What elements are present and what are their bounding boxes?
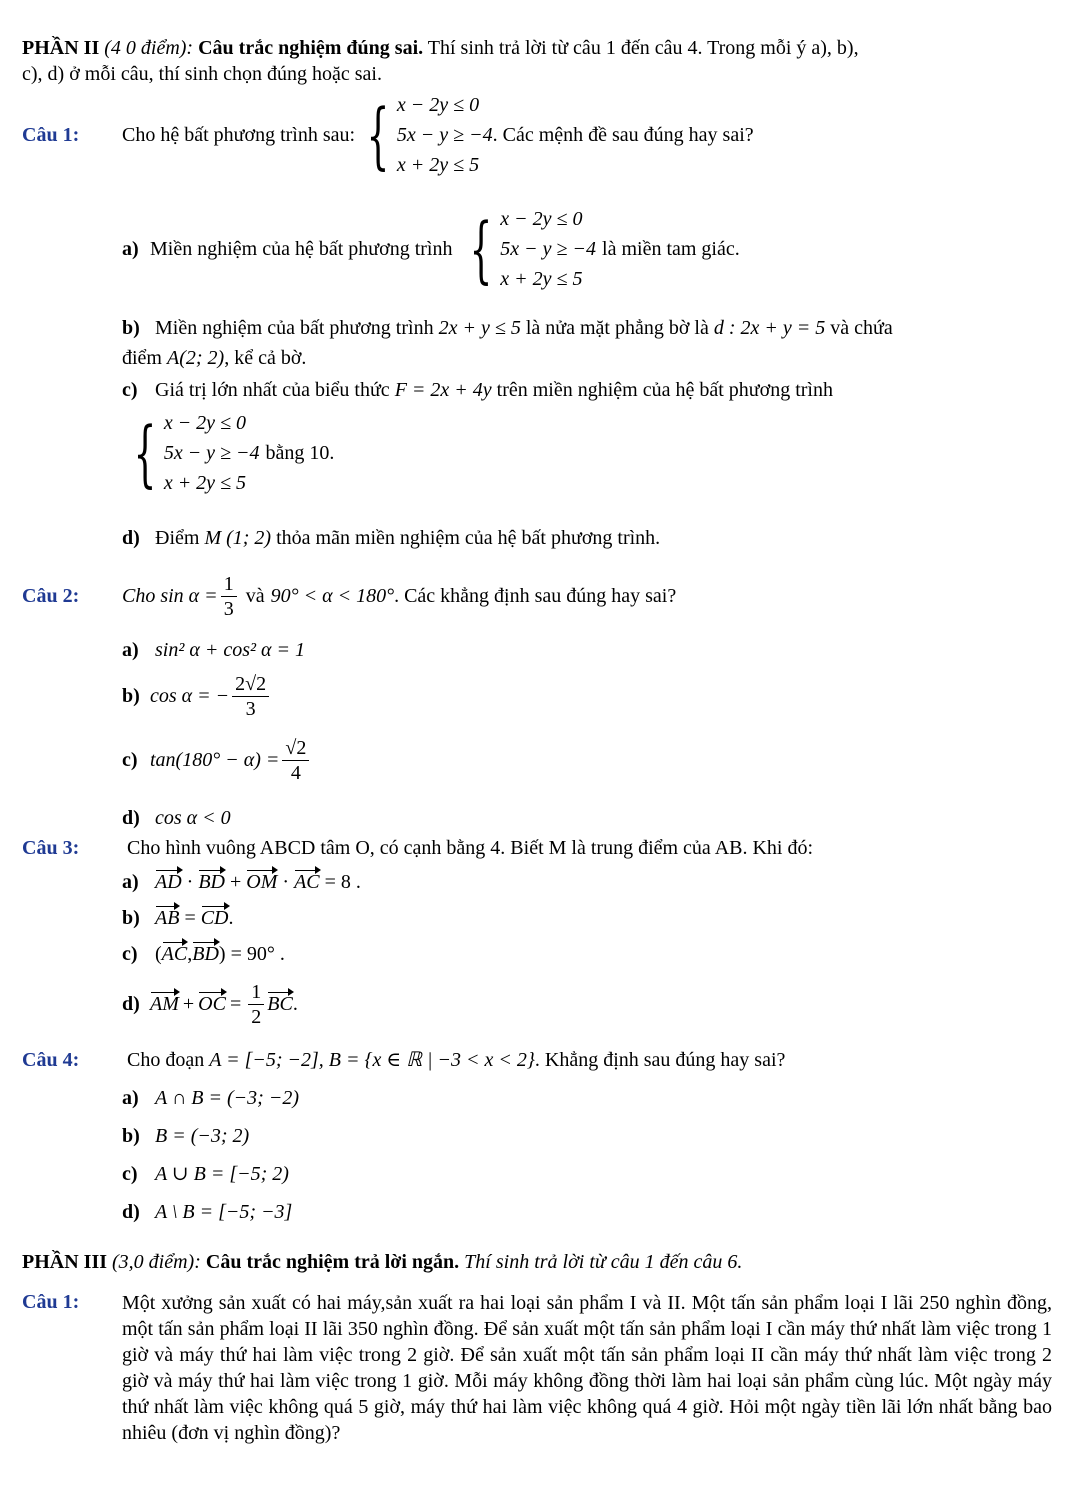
q1-b-text1: Miền nghiệm của bất phương trình <box>155 317 434 339</box>
q3-a-vec3: OM <box>246 871 278 893</box>
q1-b-text3: và chứa <box>830 317 893 339</box>
q1-system <box>355 90 493 180</box>
q3-b-label: b) <box>122 907 140 929</box>
q3-c-tail: = 90° . <box>230 943 285 965</box>
q4-c <box>122 1162 289 1187</box>
q3-row <box>22 836 813 861</box>
part2-heading-line2: c), d) ở mỗi câu, thí sinh chọn đúng hoặc sai. <box>22 63 382 85</box>
q1-d <box>122 526 660 551</box>
q1-b-math2: d : 2x + y = 5 <box>713 317 826 339</box>
q4-c-math: A ∪ B = [−5; 2) <box>155 1163 289 1185</box>
q1-c-tail: bằng 10. <box>265 441 335 464</box>
q3-b-vec2: CD <box>200 907 229 929</box>
q2-c-den: 4 <box>290 762 301 784</box>
q1-c-math: F = 2x + 4y <box>394 379 492 401</box>
q1-d-text2: thỏa mãn miền nghiệm của hệ bất phương trình. <box>276 527 661 549</box>
q3-d-frac <box>248 980 264 1029</box>
q3-d-vec3: BC <box>267 993 293 1015</box>
p3q1-label: Câu 1: <box>22 1291 80 1313</box>
q1-row <box>22 90 754 180</box>
q1-a-label: a) <box>122 237 139 260</box>
q4-d <box>122 1200 292 1225</box>
q1-c-ineq-1: x − 2y ≤ 0 <box>163 412 247 434</box>
q3-c-vec2: BD <box>192 943 219 965</box>
q2-frac <box>221 572 237 621</box>
q4-row <box>22 1048 785 1073</box>
q1-c-system <box>122 408 260 498</box>
q1-d-label: d) <box>122 527 140 549</box>
q3-a-vec1: AD <box>155 871 182 893</box>
q4-c-label: c) <box>122 1163 138 1185</box>
q4-d-label: d) <box>122 1201 140 1223</box>
q4-a <box>122 1086 299 1111</box>
q4-b-math: B = (−3; 2) <box>155 1125 250 1147</box>
part3-type: Câu trắc nghiệm trả lời ngắn. <box>205 1251 460 1273</box>
q2-label: Câu 2: <box>22 585 80 607</box>
q3-label: Câu 3: <box>22 837 80 859</box>
q4-d-math: A \ B = [−5; −3] <box>155 1201 293 1223</box>
q2-b <box>122 672 272 721</box>
q1-b-math1: 2x + y ≤ 5 <box>438 317 521 339</box>
q1-a-tail: là miền tam giác. <box>602 237 740 260</box>
q1-a-ineq-1: x − 2y ≤ 0 <box>500 208 583 230</box>
q3-a-label: a) <box>122 871 139 893</box>
q1-b-line2-a: điểm <box>122 347 162 369</box>
q3-d-tail: . <box>292 993 298 1015</box>
q3-a: a) AD · BD + OM · AC = 8 . <box>122 871 361 893</box>
q1-intro: Cho hệ bất phương trình sau: <box>122 123 356 146</box>
q1-d-math: M (1; 2) <box>204 527 272 549</box>
q1-ineq-3: x + 2y ≤ 5 <box>396 154 480 176</box>
q1-ineq-1: x − 2y ≤ 0 <box>396 94 480 116</box>
q1-b-point: A(2; 2) <box>167 347 225 369</box>
q3-d-den: 2 <box>251 1006 262 1028</box>
q2-intro: Cho sin α = <box>122 585 218 607</box>
q3-d-vec2: OC <box>198 993 226 1015</box>
p3q1-row <box>22 1290 1052 1446</box>
q3-c-label: c) <box>122 943 138 965</box>
part2-heading <box>22 36 859 61</box>
q1-a-text: Miền nghiệm của hệ bất phương trình <box>150 237 453 260</box>
p3q1-text: Một xưởng sản xuất có hai máy,sản xuất ra hai loại sản phẩm I và II. Một tấn sản phẩm loại I lãi 250 nghìn đồng, một tấn sản phẩm loại II lãi 350 nghìn đồng. Để sản xuất một tấn sản phẩm loại I cần máy thứ nhất làm việc trong 1 giờ và máy thứ hai làm việc trong 2 giờ. Để sản xuất một tấn sản phẩm loại II cần máy thứ nhất làm việc trong 2 giờ và máy thứ hai làm việc trong 1 giờ. Mỗi máy không đồng thời làm hai loại sản phẩm cùng lúc. Một ngày máy thứ nhất làm việc không quá 5 giờ, máy thứ hai làm việc không quá 4 giờ. Hỏi một ngày tiền lãi lớn nhất bằng bao nhiêu (đơn vị nghìn đồng)? <box>122 1292 1052 1444</box>
q4-label: Câu 4: <box>22 1049 80 1071</box>
q2-b-den: 3 <box>245 698 256 720</box>
q3-b: b) AB = CD. <box>122 907 234 929</box>
q1-b <box>122 316 893 341</box>
q2-frac-num: 1 <box>221 572 237 597</box>
q2-mid: và <box>245 585 265 607</box>
q1-ineq-2: 5x − y ≥ −4 <box>396 124 493 146</box>
part3-title: PHẦN III <box>22 1251 108 1273</box>
q2-c <box>122 736 312 785</box>
q1-b-text2: là nửa mặt phẳng bờ là <box>525 317 709 339</box>
q2-a-math: sin² α + cos² α = 1 <box>155 639 305 661</box>
q1-c-ineq-3: x + 2y ≤ 5 <box>163 472 247 494</box>
q1-c-text1: Giá trị lớn nhất của biểu thức <box>155 379 390 401</box>
q3-intro: Cho hình vuông ABCD tâm O, có cạnh bằng 4. Biết M là trung điểm của AB. Khi đó: <box>127 837 814 859</box>
brace-icon: { <box>133 411 157 495</box>
q2-c-frac <box>282 736 309 785</box>
q2-after: . Các khẳng định sau đúng hay sai? <box>394 585 677 607</box>
q1-c-line2 <box>122 408 334 498</box>
q4-a-math: A ∩ B = (−3; −2) <box>155 1087 299 1109</box>
q2-range: 90° < α < 180° <box>270 585 395 607</box>
q4-intro: Cho đoạn <box>127 1049 205 1071</box>
part3-instructions: Thí sinh trả lời từ câu 1 đến câu 6. <box>464 1251 743 1273</box>
q3-d-num: 1 <box>248 980 264 1005</box>
q1-a-ineq-3: x + 2y ≤ 5 <box>500 268 583 290</box>
q2-b-math: cos α = − <box>150 685 230 707</box>
q4-b-label: b) <box>122 1125 140 1147</box>
part2-points: (4 0 điểm): <box>104 37 194 59</box>
q2-c-label: c) <box>122 749 138 771</box>
q4-a-label: a) <box>122 1087 139 1109</box>
q3-b-tail: . <box>228 907 234 929</box>
q3-c: c) (AC,BD) = 90° . <box>122 943 285 965</box>
q3-c-vec1: AC <box>161 943 188 965</box>
part2-type: Câu trắc nghiệm đúng sai. <box>198 37 424 59</box>
q1-c <box>122 378 833 403</box>
q1-b-label: b) <box>122 317 140 339</box>
q4-b <box>122 1124 249 1149</box>
q1-c-label: c) <box>122 379 138 401</box>
q1-b-line2-b: , kể cả bờ. <box>224 347 307 369</box>
part3-heading <box>22 1250 742 1275</box>
q1-c-text2: trên miền nghiệm của hệ bất phương trình <box>496 379 833 401</box>
q3-a-vec2: BD <box>198 871 226 893</box>
q2-c-num: √2 <box>282 736 309 761</box>
q1-b-line2 <box>122 346 306 371</box>
q1-d-text1: Điểm <box>155 527 200 549</box>
q1-c-ineq-2: 5x − y ≥ −4 <box>163 442 260 464</box>
q2-d-math: cos α < 0 <box>155 807 231 829</box>
q1-after: . Các mệnh đề sau đúng hay sai? <box>492 123 754 146</box>
part3-points: (3,0 điểm): <box>112 1251 201 1273</box>
q2-d-label: d) <box>122 807 140 829</box>
q2-a-label: a) <box>122 639 139 661</box>
q4-after: . Khẳng định sau đúng hay sai? <box>534 1049 786 1071</box>
q3-d-label: d) <box>122 993 140 1015</box>
q1-a-ineq-2: 5x − y ≥ −4 <box>500 238 597 260</box>
q1-label: Câu 1: <box>22 123 80 146</box>
q2-d <box>122 806 231 831</box>
part2-instructions: Thí sinh trả lời từ câu 1 đến câu 4. Trong mỗi ý a), b), <box>427 37 859 59</box>
q3-d-vec1: AM <box>150 993 179 1015</box>
q2-c-math: tan(180° − α) = <box>150 749 280 771</box>
q2-frac-den: 3 <box>223 598 234 620</box>
q3-a-vec4: AC <box>294 871 320 893</box>
q4-math: A = [−5; −2], B = {x ∈ ℝ | −3 < x < 2} <box>209 1049 535 1071</box>
q1-a <box>122 204 740 294</box>
q2-row <box>22 572 676 621</box>
q2-a <box>122 638 305 663</box>
part2-title: PHẦN II <box>22 37 100 59</box>
q3-d: d) AM + OC = $\frac{1}{2}$ BC . <box>122 981 298 1028</box>
q3-b-vec1: AB <box>155 907 180 929</box>
q2-b-num: 2√2 <box>232 672 269 697</box>
brace-icon: { <box>366 93 390 177</box>
q2-b-label: b) <box>122 685 140 707</box>
brace-icon: { <box>469 207 493 291</box>
q2-b-frac <box>232 672 269 721</box>
q3-a-tail: = 8 . <box>324 871 361 893</box>
q1-a-system <box>458 204 596 294</box>
